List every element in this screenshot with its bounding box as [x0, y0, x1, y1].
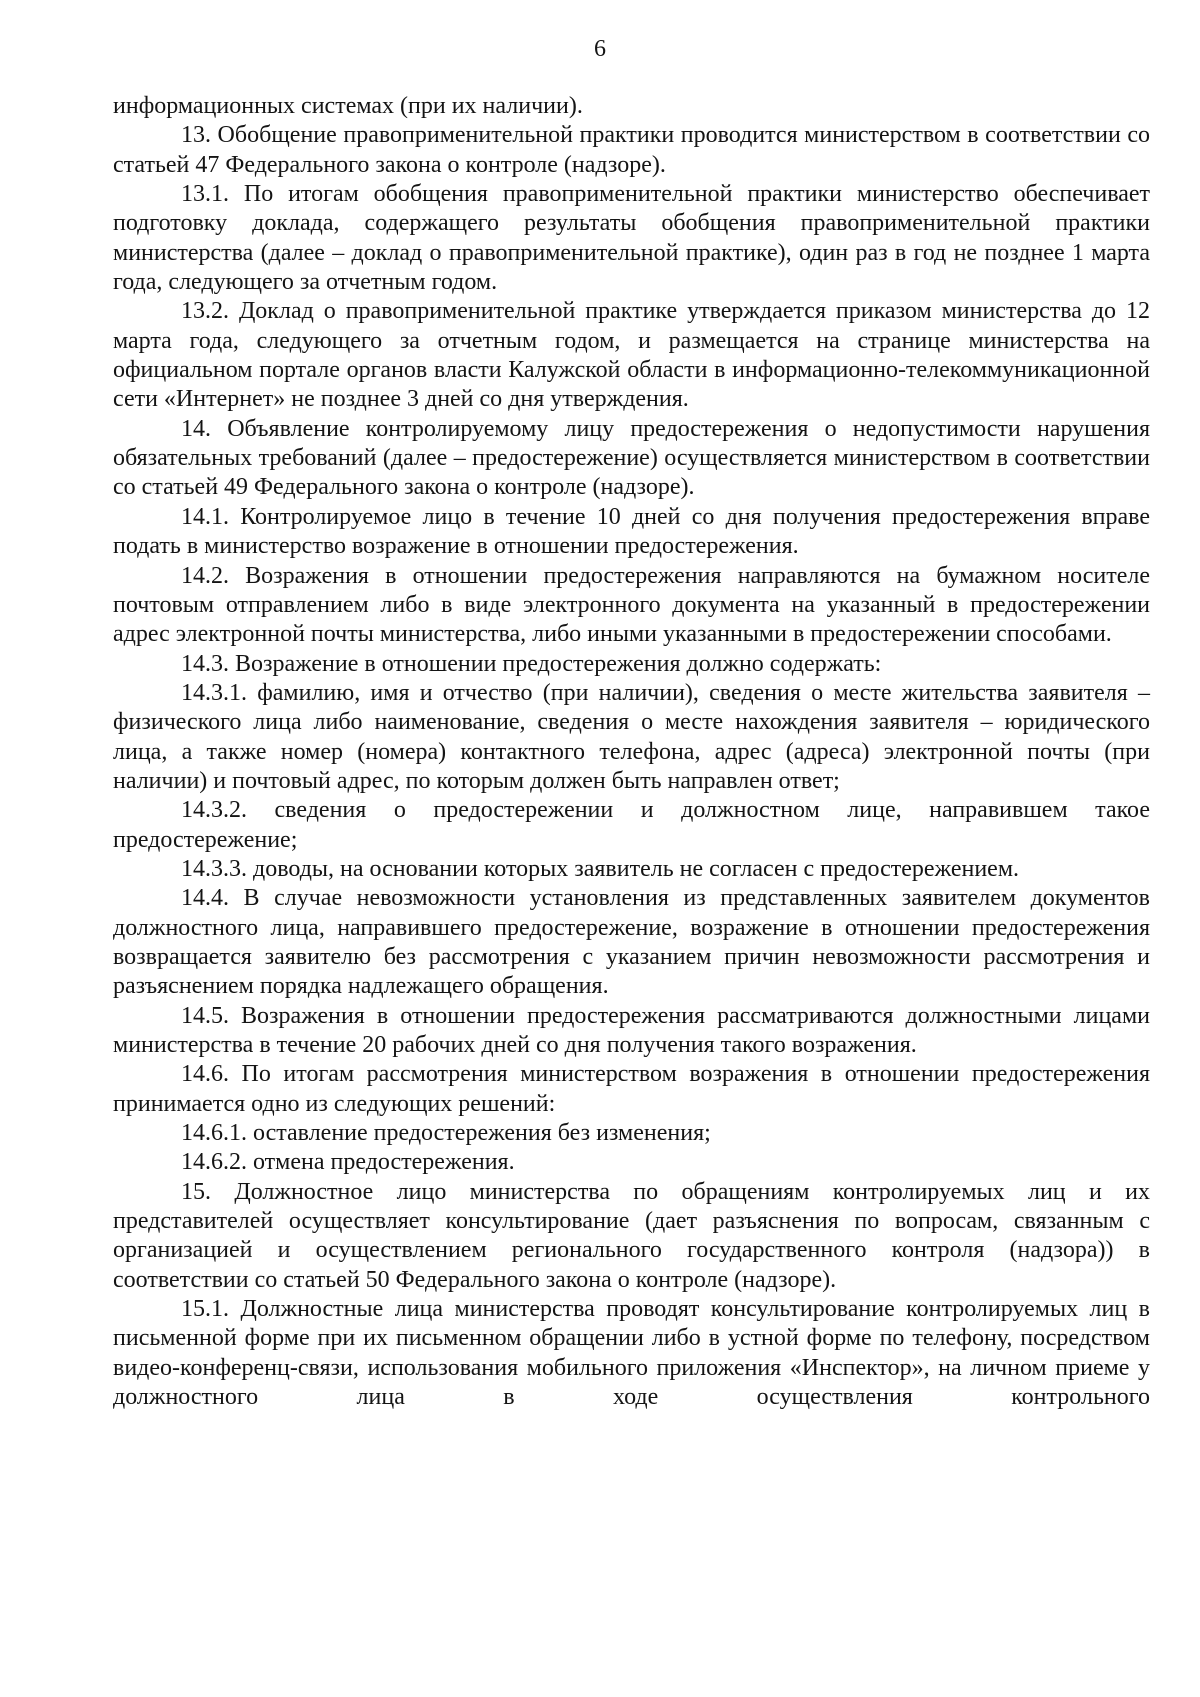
paragraph-14-3-2: 14.3.2. сведения о предостережении и должностном лице, направившем такое предостережение; [113, 797, 1150, 853]
paragraph-15: 15. Должностное лицо министерства по обращениям контролируемых лиц и их представителей осуществляет консультирование (дает разъяснения по вопросам, связанным с организацией и осуществлением регионального государственного контроля (надзора)) в соответствии со статьей 50 Федерального закона о контроле (надзоре). [113, 1178, 1150, 1293]
paragraph-14-4: 14.4. В случае невозможности установления из представленных заявителем документов должностного лица, направившего предостережение, возражение в отношении предостережения возвращается заявителю без рассмотрения с указанием причин невозможности рассмотрения и разъяснением порядка надлежащего обращения. [113, 885, 1150, 1000]
paragraph-14-5: 14.5. Возражения в отношении предостережения рассматриваются должностными лицами министерства в течение 20 рабочих дней со дня получения такого возражения. [113, 1002, 1150, 1058]
document-body [113, 92, 1150, 1412]
paragraph-14-3-3: 14.3.3. доводы, на основании которых заявитель не согласен с предостережением. [181, 855, 1020, 882]
paragraph-14-6: 14.6. По итогам рассмотрения министерством возражения в отношении предостережения принимается одно из следующих решений: [113, 1061, 1150, 1117]
paragraph-13-2: 13.2. Доклад о правоприменительной практике утверждается приказом министерства до 12 марта года, следующего за отчетным годом, и размещается на странице министерства на официальном портале органов власти Калужской области в информационно-телекоммуникационной сети «Интернет» не позднее 3 дней со дня утверждения. [113, 298, 1150, 413]
page-number: 6 [594, 36, 606, 62]
paragraph-14-2: 14.2. Возражения в отношении предостережения направляются на бумажном носителе почтовым отправлением либо в виде электронного документа на указанный в предостережении адрес электронной почты министерства, либо иными указанными в предостережении способами. [113, 562, 1150, 648]
paragraph-14-1: 14.1. Контролируемое лицо в течение 10 дней со дня получения предостережения вправе подать в министерство возражение в отношении предостережения. [113, 503, 1150, 560]
paragraph-13: 13. Обобщение правоприменительной практики проводится министерством в соответствии со статьей 47 Федерального закона о контроле (надзоре). [113, 122, 1150, 178]
paragraph-14-3: 14.3. Возражение в отношении предостережения должно содержать: [181, 650, 882, 677]
paragraph-13-1: 13.1. По итогам обобщения правоприменительной практики министерство обеспечивает подготовку доклада, содержащего результаты обобщения правоприменительной практики министерства (далее – доклад о правоприменительной практике), один раз в год не позднее 1 марта года, следующего за отчетным годом. [113, 181, 1150, 296]
paragraph-15-1: 15.1. Должностные лица министерства проводят консультирование контролируемых лиц в письменной форме при их письменном обращении либо в устной форме по телефону, посредством видео-конференц-связи, использования мобильного приложения «Инспектор», на личном приеме у должностного лица в ходе осуществления контрольного [113, 1296, 1150, 1411]
paragraph-continuation: информационных системах (при их наличии). [113, 93, 583, 119]
paragraph-14-6-1: 14.6.1. оставление предостережения без изменения; [181, 1120, 711, 1147]
paragraph-14: 14. Объявление контролируемому лицу предостережения о недопустимости нарушения обязательных требований (далее – предостережение) осуществляется министерством в соответствии со статьей 49 Федерального закона о контроле (надзоре). [113, 415, 1150, 501]
paragraph-14-6-2: 14.6.2. отмена предостережения. [181, 1149, 515, 1176]
paragraph-14-3-1: 14.3.1. фамилию, имя и отчество (при наличии), сведения о месте жительства заявителя – физического лица либо наименование, сведения о месте нахождения заявителя – юридического лица, а также номер (номера) контактного телефона, адрес (адреса) электронной почты (при наличии) и почтовый адрес, по которым должен быть направлен ответ; [113, 679, 1150, 794]
